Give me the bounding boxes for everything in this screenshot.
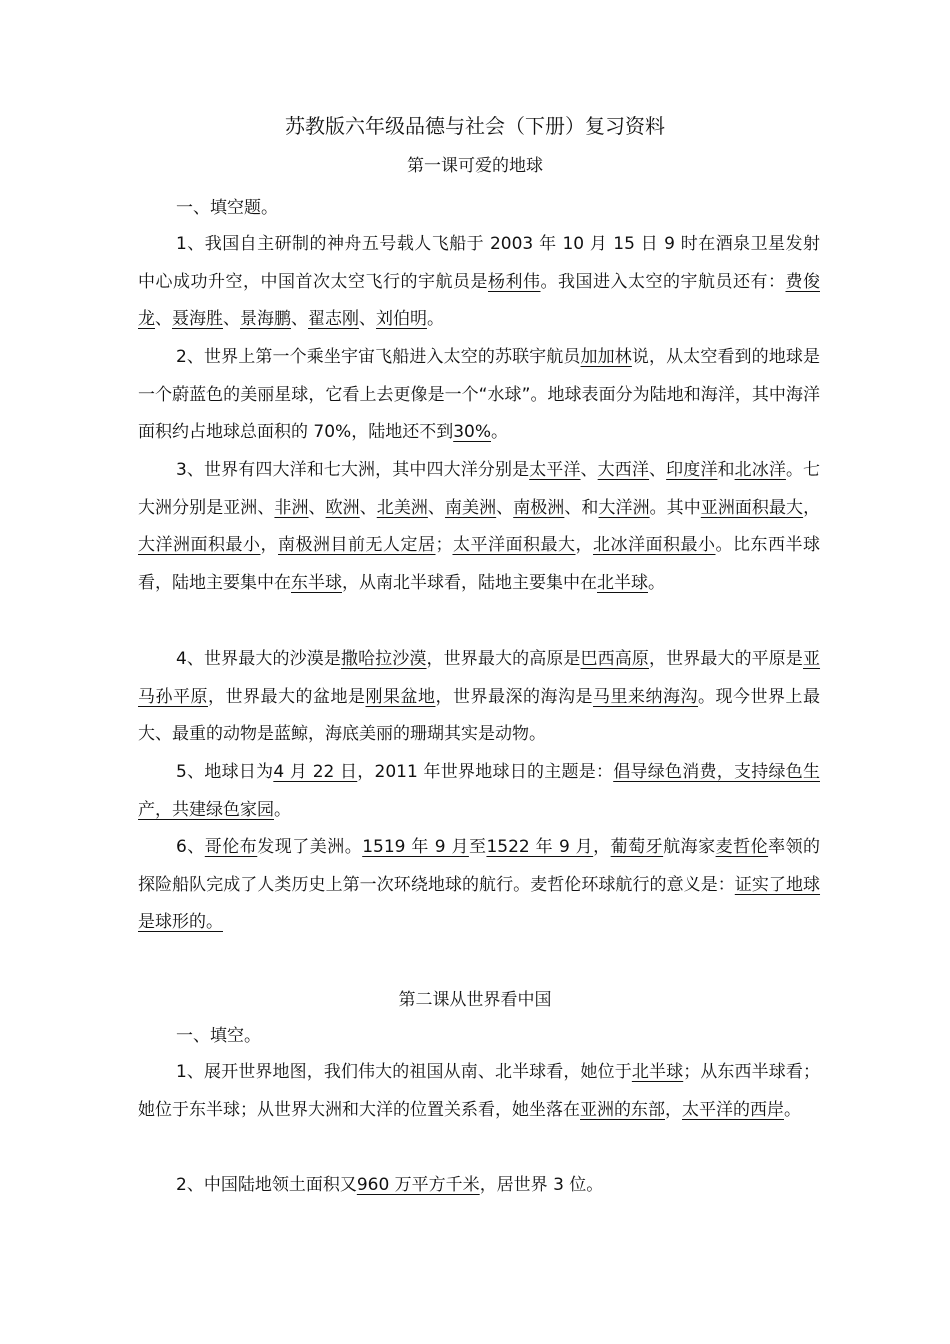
answer-blank: 撒哈拉沙漠: [340, 649, 427, 669]
lesson-1-section-heading: 一、填空题。: [176, 198, 278, 218]
answer-blank: 北半球: [631, 1062, 684, 1082]
lesson-1-question-3: 3、世界有四大洋和七大洲，其中四大洋分别是太平洋、大西洋、印度洋和北冰洋。七大洲分别是亚洲、非洲、欧洲、北美洲、南美洲、南极洲、和大洋洲。其中亚洲面积最大，大洋洲面积最小，南极洲目前无人定居；太平洋面积最大，北冰洋面积最小。比东西半球看，陆地主要集中在东半球，从南北半球看，陆地主要集中在北半球。: [138, 460, 821, 593]
answer-blank: 太平洋: [529, 460, 581, 480]
answer-blank: 960 万平方千米: [356, 1175, 480, 1195]
answer-blank: 亚洲的东部: [580, 1099, 665, 1120]
answer-blank: 景海鹏: [240, 309, 291, 330]
answer-blank: 聂海胜: [172, 309, 223, 330]
answer-blank: 亚马孙平原: [138, 649, 821, 707]
lesson-2-title: 第二课从世界看中国: [398, 990, 552, 1010]
answer-blank: 证实了地球是球形的。: [138, 874, 821, 933]
answer-blank: 大洋洲面积最小: [138, 535, 261, 556]
lesson-1-question-6: 6、哥伦布发现了美洲。1519 年 9 月至1522 年 9 月，葡萄牙航海家麦哲伦率领的探险船队完成了人类历史上第一次环绕地球的航行。麦哲伦环球航行的意义是：证实了地球是球形的。: [138, 837, 821, 933]
lesson-2-section-heading: 一、填空。: [176, 1026, 261, 1046]
answer-blank: 北半球: [597, 572, 648, 593]
answer-blank: 欧洲: [325, 497, 360, 518]
answer-blank: 马里来纳海沟: [593, 686, 698, 707]
answer-blank: 刘伯明: [376, 309, 427, 330]
answer-blank: 1522 年 9 月: [486, 837, 594, 857]
lesson-1-question-1: 1、我国自主研制的神舟五号载人飞船于 2003 年 10 月 15 日 9 时在酒泉卫星发射中心成功升空，中国首次太空飞行的宇航员是杨利伟。我国进入太空的宇航员还有：费俊龙、聂海胜、景海鹏、翟志刚、刘伯明。: [138, 234, 820, 330]
answer-blank: 南美洲: [444, 497, 497, 518]
answer-blank: 1519 年 9 月: [362, 837, 469, 857]
answer-blank: 巴西高原: [580, 649, 649, 669]
answer-blank: 非洲: [274, 497, 309, 518]
answer-blank: 费俊龙: [138, 271, 820, 330]
document-title: 苏教版六年级品德与社会（下册）复习资料: [285, 114, 665, 138]
answer-blank: 杨利伟: [488, 271, 541, 292]
lesson-1-question-5: 5、地球日为4 月 22 日，2011 年世界地球日的主题是：倡导绿色消费，支持绿色生产，共建绿色家园。: [138, 762, 820, 820]
answer-blank: 北冰洋: [734, 460, 786, 480]
answer-blank: 加加林: [580, 347, 632, 367]
answer-blank: 刚果盆地: [365, 686, 436, 707]
lesson-2-question-1: 1、展开世界地图，我们伟大的祖国从南、北半球看，她位于北半球；从东西半球看；她位于东半球；从世界大洲和大洋的位置关系看，她坐落在亚洲的东部，太平洋的西岸。: [138, 1062, 820, 1120]
answer-blank: 翟志刚: [308, 309, 359, 330]
answer-blank: 麦哲伦: [715, 837, 769, 857]
answer-blank: 北冰洋面积最小: [593, 535, 716, 556]
answer-blank: 30%: [453, 422, 491, 443]
answer-blank: 南极洲目前无人定居: [278, 535, 436, 556]
lesson-1-question-2: 2、世界上第一个乘坐宇宙飞船进入太空的苏联宇航员加加林说，从太空看到的地球是一个蔚蓝色的美丽星球，它看上去更像是一个“水球”。地球表面分为陆地和海洋，其中海洋面积约占地球总面积的 70%，陆地还不到30%。: [138, 347, 821, 443]
answer-blank: 倡导绿色消费，支持绿色生产，共建绿色家园: [138, 762, 820, 820]
lesson-1-question-4: 4、世界最大的沙漠是撒哈拉沙漠，世界最大的高原是巴西高原，世界最大的平原是亚马孙平原，世界最大的盆地是刚果盆地，世界最深的海沟是马里来纳海沟。现今世界上最大、最重的动物是蓝鲸，海底美丽的珊瑚其实是动物。: [138, 649, 821, 745]
answer-blank: 大洋洲: [598, 497, 650, 518]
answer-blank: 亚洲面积最大: [700, 497, 804, 518]
lesson-2-question-2: 2、中国陆地领土面积又960 万平方千米，居世界 3 位。: [176, 1175, 604, 1195]
answer-blank: 4 月 22 日: [273, 762, 358, 782]
answer-blank: 北美洲: [376, 497, 428, 518]
answer-blank: 葡萄牙: [610, 837, 664, 857]
answer-blank: 太平洋的西岸: [682, 1099, 784, 1120]
answer-blank: 印度洋: [666, 460, 718, 480]
answer-blank: 太平洋面积最大: [452, 535, 576, 556]
answer-blank: 大西洋: [597, 460, 649, 480]
answer-blank: 东半球: [291, 572, 342, 593]
answer-blank: 南极洲: [513, 497, 565, 518]
lesson-1-title: 第一课可爱的地球: [407, 156, 543, 176]
answer-blank: 哥伦布: [204, 837, 258, 857]
